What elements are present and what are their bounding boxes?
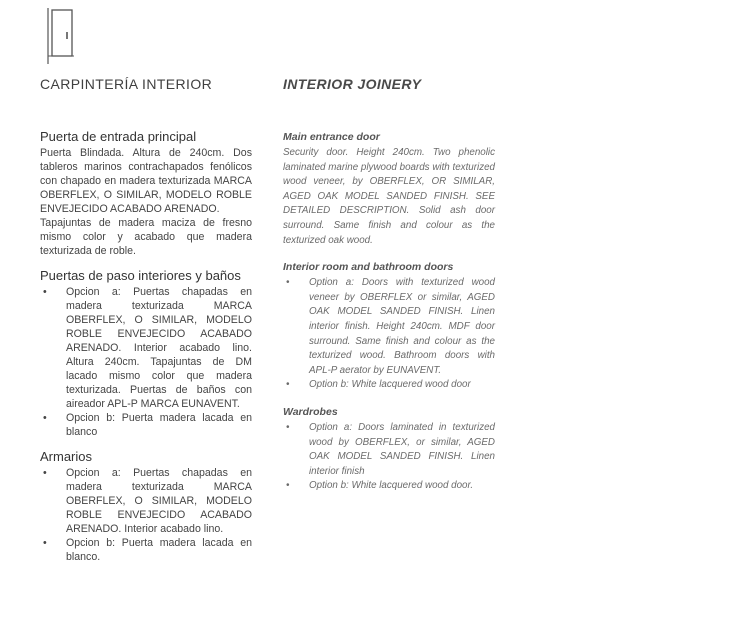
bullet-icon: •	[43, 537, 47, 549]
section-heading-es: CARPINTERÍA INTERIOR	[40, 76, 213, 92]
entrance-door-section-en	[283, 130, 495, 248]
bullet-icon: •	[43, 286, 47, 298]
interior-doors-title-es: Puertas de paso interiores y baños	[40, 268, 241, 283]
bullet-icon: •	[43, 467, 47, 479]
interior-doors-list-en	[283, 276, 495, 393]
section-heading-en: INTERIOR JOINERY	[283, 76, 422, 92]
wardrobes-list-es	[40, 466, 252, 564]
list-item-text: Option a: Doors with texturized wood veneer by OBERFLEX or similar, AGED OAK MODEL SANDED FINISH. Linen interior finish. Height 240cm. MDF door surround. Same finish and colour as the texturized wood. Bathroom doors with APL-P aerator by EUNAVENT.	[309, 277, 495, 376]
list-item	[283, 421, 495, 479]
entrance-door-title-es: Puerta de entrada principal	[40, 129, 197, 144]
list-item	[283, 479, 495, 494]
bullet-icon: •	[286, 480, 290, 492]
list-item-text: Opcion b: Puerta madera lacada en blanco	[66, 412, 252, 438]
list-item	[40, 466, 252, 536]
english-column	[283, 130, 495, 506]
list-item	[283, 276, 495, 378]
entrance-door-text-en: Security door. Height 240cm. Two phenolic laminated marine plywood boards with texturized wood veneer, by OBERFLEX, OR SIMILAR, AGED OAK MODEL SANDED FINISH. SEE DETAILED DESCRIPTION. Solid ash door surround. Same finish and colour as the texturized oak wood.	[283, 147, 495, 246]
door-icon	[46, 8, 76, 64]
wardrobes-title-en: Wardrobes	[283, 405, 338, 418]
entrance-door-text-es: Puerta Blindada. Altura de 240cm. Dos tableros marinos contrachapados fenólicos con chapado en madera texturizada MARCA OBERFLEX, O SIMILAR, MODELO ROBLE ENVEJECIDO ACABADO ARENADO.	[40, 147, 252, 215]
list-item	[283, 378, 495, 393]
interior-doors-section-en	[283, 260, 495, 393]
bullet-icon: •	[286, 379, 290, 391]
interior-doors-section-es	[40, 267, 252, 439]
entrance-door-section-es	[40, 128, 252, 258]
entrance-door-title-en: Main entrance door	[283, 131, 380, 143]
spanish-column	[40, 128, 252, 573]
bullet-icon: •	[43, 412, 47, 424]
bullet-icon: •	[286, 421, 290, 433]
list-item-text: Option b: White lacquered wood door.	[309, 480, 474, 492]
wardrobes-list-en	[283, 421, 495, 494]
wardrobes-title-es: Armarios	[40, 449, 93, 464]
list-item-text: Opcion a: Puertas chapadas en madera texturizada MARCA OBERFLEX, O SIMILAR, MODELO ROBLE ENVEJECIDO ACABADO ARENADO. Interior acabado lino.	[66, 467, 252, 535]
interior-doors-list-es	[40, 285, 252, 439]
list-item	[40, 536, 252, 564]
list-item	[40, 411, 252, 439]
bullet-icon: •	[286, 277, 290, 289]
interior-doors-title-en: Interior room and bathroom doors	[283, 261, 454, 274]
entrance-door-text2-es: Tapajuntas de madera maciza de fresno mismo color y acabado que madera texturizada de roble.	[40, 217, 252, 257]
wardrobes-section-en	[283, 405, 495, 494]
list-item-text: Opcion a: Puertas chapadas en madera texturizada MARCA OBERFLEX, O SIMILAR, MODELO ROBLE ENVEJECIDO ACABADO ARENADO. Interior acabado lino. Altura 240cm. Tapajuntas de DM lacado mismo color que madera texturizada. Puertas de baños con aireador APL-P MARCA EUNAVENT.	[66, 286, 252, 410]
list-item-text: Option a: Doors laminated in texturized wood by OBERFLEX, or similar, AGED OAK MODEL SANDED FINISH. Linen interior finish	[309, 421, 495, 477]
wardrobes-section-es	[40, 448, 252, 564]
list-item-text: Option b: White lacquered wood door	[309, 379, 471, 391]
list-item	[40, 285, 252, 411]
list-item-text: Opcion b: Puerta madera lacada en blanco.	[66, 537, 252, 563]
